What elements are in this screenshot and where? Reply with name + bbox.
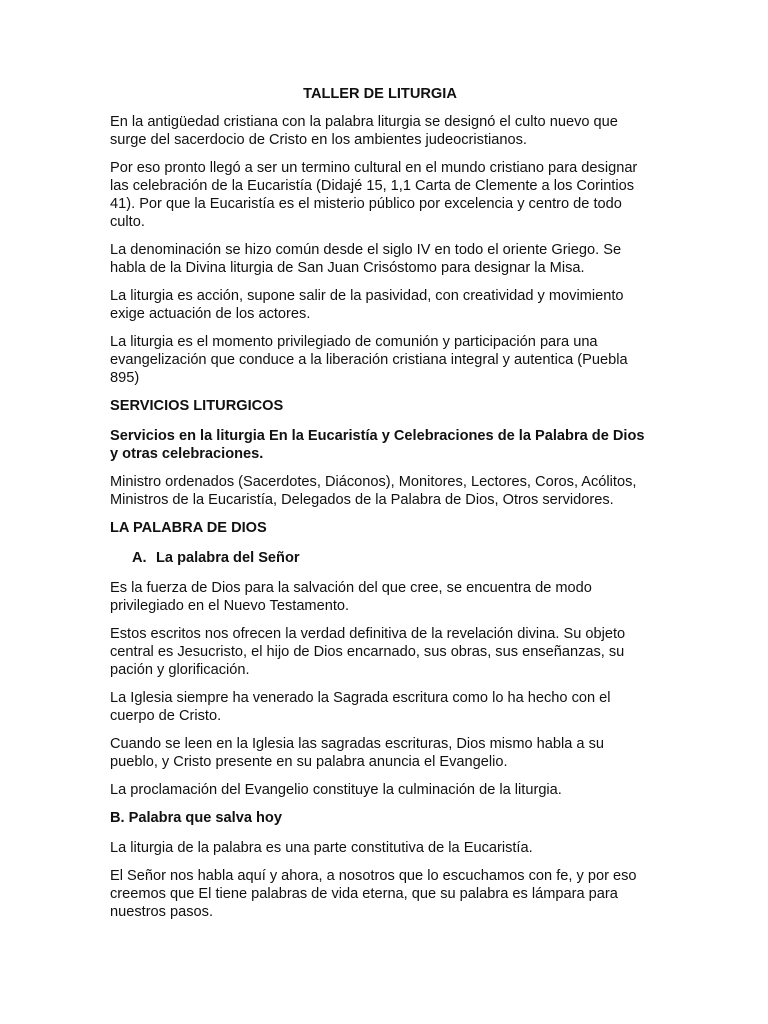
intro-paragraph-4: La liturgia es acción, supone salir de la pasividad, con creatividad y movimiento exige actuación de los actores.: [110, 288, 624, 322]
document-page: [110, 85, 650, 931]
intro-paragraph-5: La liturgia es el momento privilegiado de comunión y participación para una evangelización que conduce a la liberación cristiana integral y autentica (Puebla 895): [110, 334, 628, 386]
section-b-paragraph-2: El Señor nos habla aquí y ahora, a nosotros que lo escuchamos con fe, y por eso creemos que El tiene palabras de vida eterna, que su palabra es lámpara para nuestros pasos.: [110, 868, 637, 920]
servicios-text: Ministro ordenados (Sacerdotes, Diáconos), Monitores, Lectores, Coros, Acólitos, Ministros de la Eucaristía, Delegados de la Palabra de Dios, Otros servidores.: [110, 474, 637, 508]
palabra-heading: LA PALABRA DE DIOS: [110, 520, 267, 536]
section-a-paragraph-3: La Iglesia siempre ha venerado la Sagrada escritura como lo ha hecho con el cuerpo de Cristo.: [110, 690, 611, 724]
section-b-paragraph-1: La liturgia de la palabra es una parte constitutiva de la Eucaristía.: [110, 840, 533, 856]
servicios-heading: SERVICIOS LITURGICOS: [110, 398, 284, 414]
section-a-heading: [132, 549, 650, 567]
section-a-paragraph-5: La proclamación del Evangelio constituye la culminación de la liturgia.: [110, 782, 562, 798]
servicios-subtitle: Servicios en la liturgia En la Eucaristía y Celebraciones de la Palabra de Dios y otras celebraciones.: [110, 428, 645, 462]
intro-paragraph-1: En la antigüedad cristiana con la palabra liturgia se designó el culto nuevo que surge del sacerdocio de Cristo en los ambientes judeocristianos.: [110, 114, 618, 148]
section-a-title: La palabra del Señor: [156, 550, 300, 566]
section-a-paragraph-4: Cuando se leen en la Iglesia las sagradas escrituras, Dios mismo habla a su pueblo, y Cristo presente en su palabra anuncia el Evangelio.: [110, 736, 605, 770]
section-b-heading: B. Palabra que salva hoy: [110, 810, 282, 826]
section-a-paragraph-1: Es la fuerza de Dios para la salvación del que cree, se encuentra de modo privilegiado en el Nuevo Testamento.: [110, 580, 592, 614]
intro-paragraph-2: Por eso pronto llegó a ser un termino cultural en el mundo cristiano para designar las celebración de la Eucaristía (Didajé 15, 1,1 Carta de Clemente a los Corintios 41). Por que la Eucaristía es el misterio público por excelencia y centro de todo culto.: [110, 160, 638, 230]
section-a-paragraph-2: Estos escritos nos ofrecen la verdad definitiva de la revelación divina. Su objeto central es Jesucristo, el hijo de Dios encarnado, sus obras, sus enseñanzas, su pación y glorificación.: [110, 626, 626, 678]
section-a-letter: A.: [132, 550, 147, 566]
document-title: TALLER DE LITURGIA: [303, 86, 457, 102]
intro-paragraph-3: La denominación se hizo común desde el siglo IV en todo el oriente Griego. Se habla de la Divina liturgia de San Juan Crisóstomo para designar la Misa.: [110, 242, 622, 276]
